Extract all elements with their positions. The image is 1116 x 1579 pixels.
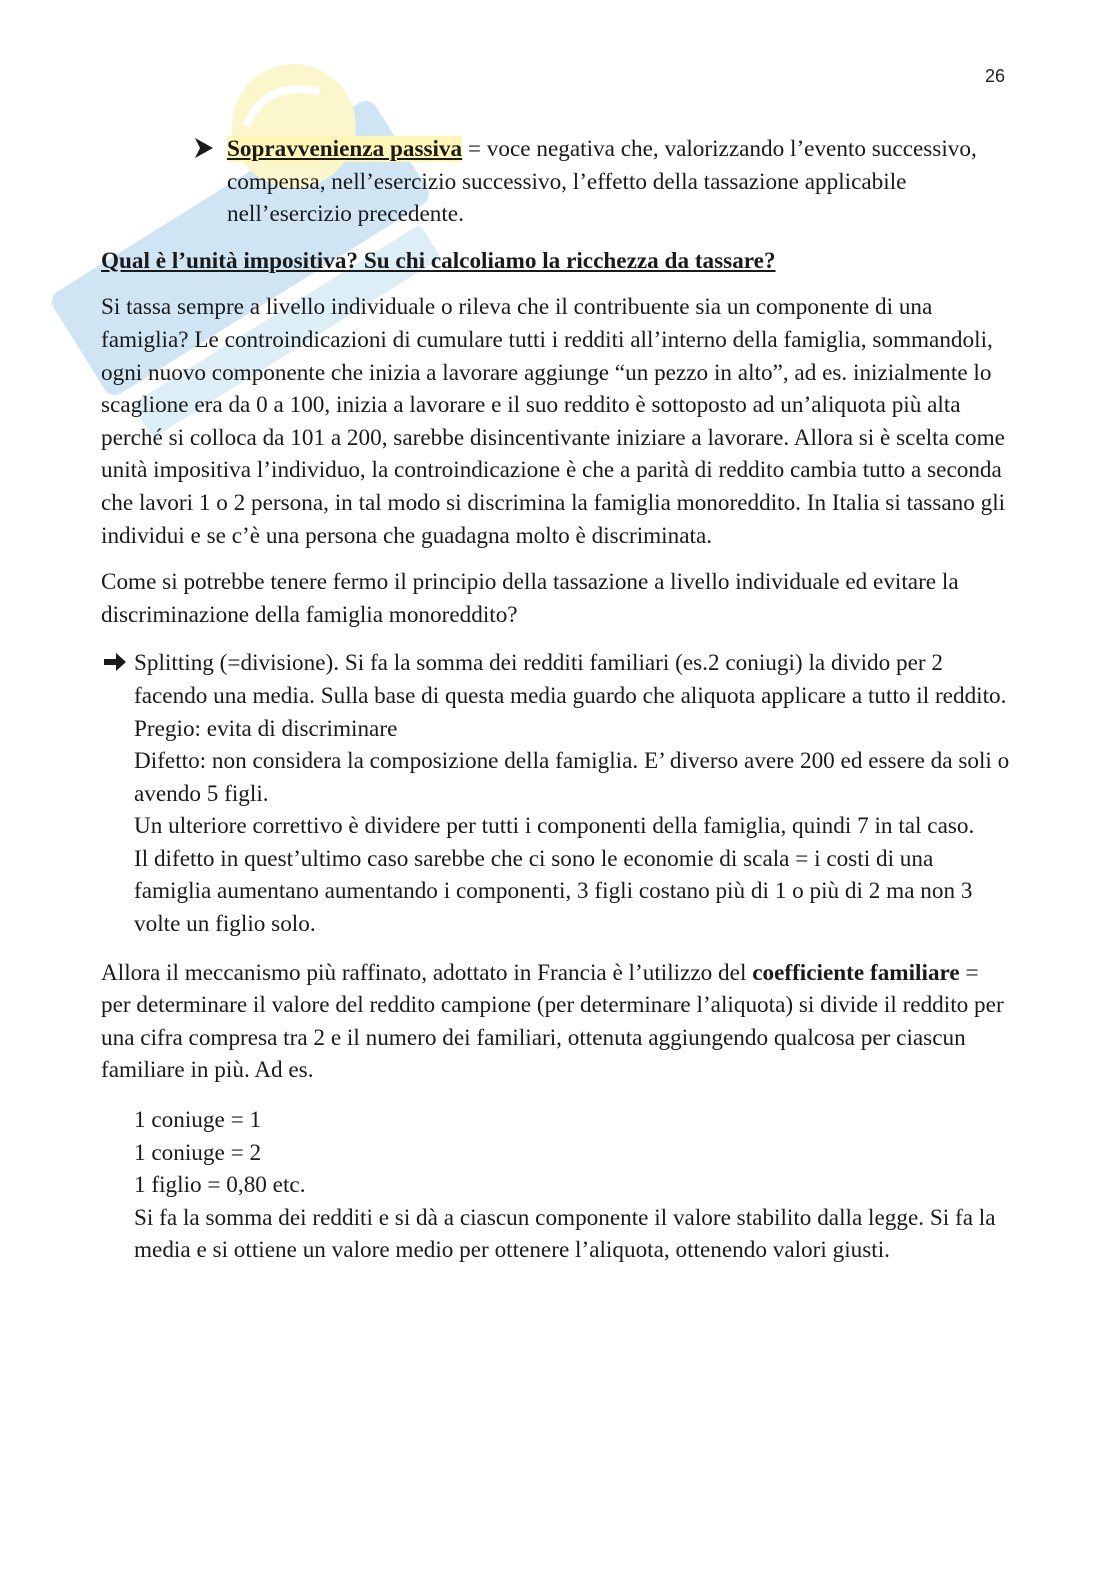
coefficient-item: 1 figlio = 0,80 etc.	[134, 1172, 306, 1199]
coefficiente-intro: Allora il meccanismo più raffinato, adottato in Francia è l’utilizzo del	[101, 959, 753, 986]
splitting-difetto: Difetto: non considera la composizione della famiglia. E’ diverso avere 200 ed essere da soli o avendo 5 figli.	[134, 748, 1010, 807]
closing-text: Si fa la somma dei redditi e si dà a ciascun componente il valore stabilito dalla legge. Si fa la media e si ottiene un valore medio per ottenere l’aliquota, ottenendo valori giusti.	[134, 1204, 996, 1264]
splitting-definition: Splitting (=divisione). Si fa la somma dei redditi familiari (es.2 coniugi) la divido per 2 facendo una media. Sulla base di questa media guardo che aliquota applicare a tutto il reddito.	[134, 650, 1007, 709]
coefficient-list	[101, 1104, 1013, 1267]
bullet-item-sopravvenienza	[101, 133, 1013, 231]
paragraph-domanda: Come si potrebbe tenere fermo il principio della tassazione a livello individuale ed evitare la discriminazione della famiglia monoreddito?	[101, 569, 959, 628]
arrowhead-bullet-icon	[193, 136, 215, 160]
page-number: 26	[985, 66, 1006, 86]
coefficient-item: 1 coniuge = 1	[134, 1107, 262, 1134]
bullet-definition: = voce negativa che, valorizzando l’evento successivo, compensa, nell’esercizio successivo, l’effetto della tassazione applicabile nell’esercizio precedente.	[227, 136, 977, 228]
splitting-pregio: Pregio: evita di discriminare	[134, 715, 398, 742]
splitting-block	[101, 647, 1013, 940]
splitting-difetto-economie: Il difetto in quest’ultimo caso sarebbe che ci sono le economie di scala = i costi di una famiglia aumentano aumentando i componenti, 3 figli costano più di 1 o più di 2 ma non 3 volte un figlio solo.	[134, 845, 973, 938]
term-coefficiente-familiare: coefficiente familiare	[752, 959, 960, 986]
term-sopravvenienza-passiva: Sopravvenienza passiva	[227, 136, 463, 162]
coefficiente-definition: = per determinare il valore del reddito campione (per determinare l’aliquota) si divide il reddito per una cifra compresa tra 2 e il numero dei familiari, ottenuta aggiungendo qualcosa per ciascun familiare in più. Ad es.	[101, 959, 1004, 1084]
paragraph-coefficiente-familiare	[101, 957, 1013, 1087]
arrow-right-icon	[103, 652, 127, 672]
splitting-correttivo: Un ulteriore correttivo è dividere per tutti i componenti della famiglia, quindi 7 in tal caso.	[134, 813, 975, 840]
page-content	[101, 133, 1013, 1267]
coefficient-item: 1 coniuge = 2	[134, 1139, 262, 1166]
paragraph-unita-impositiva: Si tassa sempre a livello individuale o rileva che il contribuente sia un componente di una famiglia? Le controindicazioni di cumulare tutti i redditi all’interno della famiglia, sommandoli, ogni nuovo componente che inizia a lavorare aggiunge “un pezzo in alto”, ad es. inizialmente lo scaglione era da 0 a 100, inizia a lavorare e il suo reddito è sottoposto ad un’aliquota più alta perché si colloca da 101 a 200, sarebbe disincentivante iniziare a lavorare. Allora si è scelta come unità impositiva l’individuo, la controindicazione è che a parità di reddito cambia tutto a seconda che lavori 1 o 2 persona, in tal modo si discrimina la famiglia monoreddito. In Italia si tassano gli individui e se c’è una persona che guadagna molto è discriminata.	[101, 294, 1006, 549]
section-heading: Qual è l’unità impositiva? Su chi calcoliamo la ricchezza da tassare?	[101, 247, 776, 274]
